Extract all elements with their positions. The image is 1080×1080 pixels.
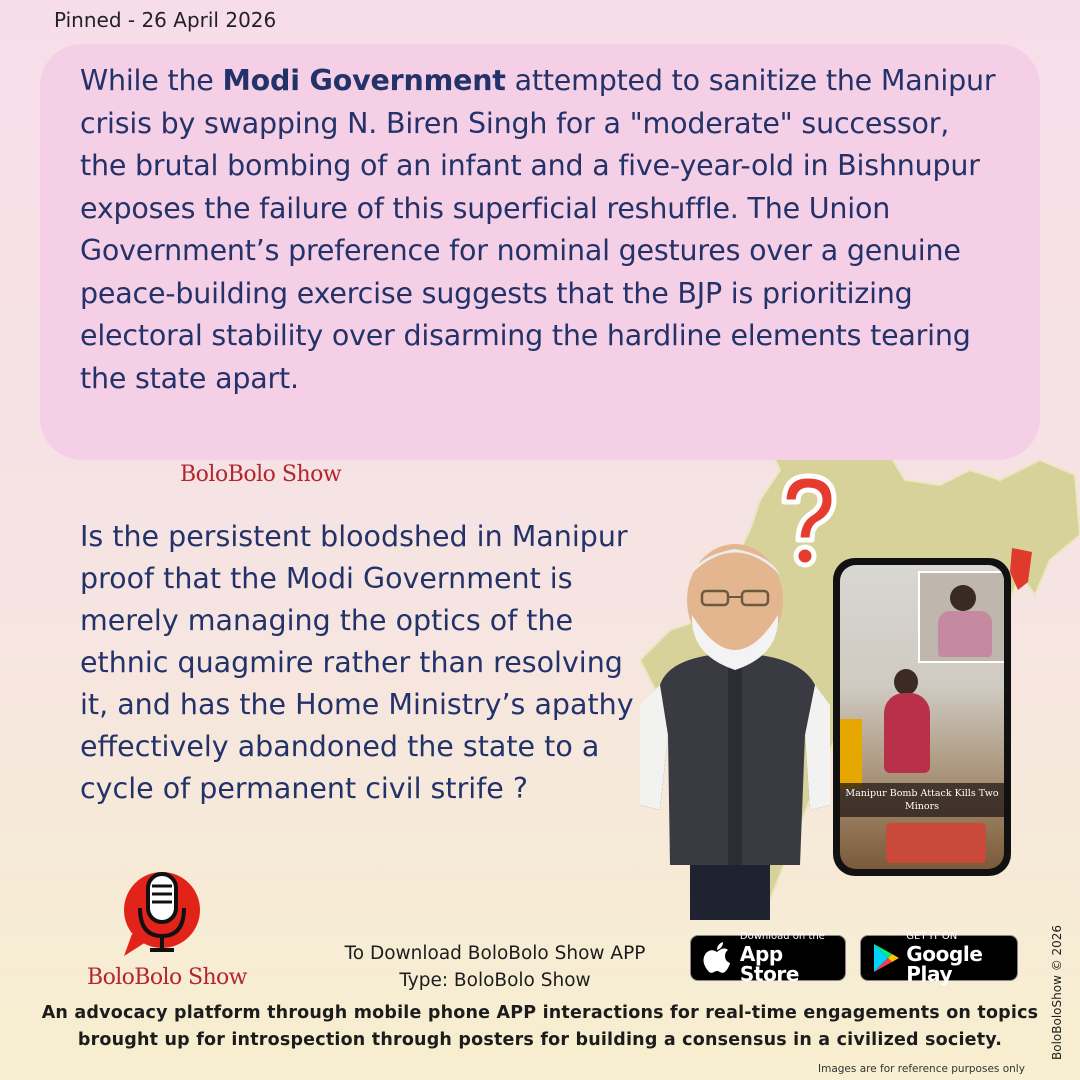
brand-logo-text: BoloBolo Show <box>180 462 342 487</box>
brand-logo-bottom: BoloBolo Show <box>87 965 247 990</box>
opinion-text: While the Modi Government attempted to sanitize the Manipur crisis by swapping N. Biren Singh for a "moderate" successor, the brutal bombing of an infant and a five-year-old in Bishnupur exposes the failure of this superficial reshuffle. The Union Government’s preference for nominal gestures over a genuine peace-building exercise suggests that the BJP is prioritizing electoral stability over disarming the hardline elements tearing the state apart. <box>80 64 996 395</box>
news-image <box>840 565 1004 869</box>
question-text: Is the persistent bloodshed in Manipur proof that the Modi Government is merely managing the optics of the ethnic quagmire rather than resolving it, and has the Home Ministry’s apathy effectively abandoned the state to a cycle of permanent civil strife ? <box>80 520 634 805</box>
microphone-icon <box>118 868 202 960</box>
apple-icon <box>701 941 734 975</box>
app-store-button[interactable] <box>690 931 846 986</box>
app-store-big: App Store <box>739 942 800 986</box>
download-line1: To Download BoloBolo Show APP <box>344 943 646 964</box>
opinion-bold: Modi Government <box>222 64 506 97</box>
copyright-text: BoloBoloShow © 2026 <box>1050 924 1064 1060</box>
image-disclaimer: Images are for reference purposes only <box>818 1063 1025 1075</box>
google-play-small: GET IT ON <box>906 931 958 942</box>
pinned-date: Pinned - 26 April 2026 <box>54 8 277 32</box>
politician-caricature <box>630 535 840 920</box>
download-line2: Type: BoloBolo Show <box>399 970 591 991</box>
app-store-small: Download on the <box>739 931 825 942</box>
question-mark-icon <box>768 470 848 570</box>
opinion-card <box>40 44 1040 460</box>
news-caption: Manipur Bomb Attack Kills Two Minors <box>840 783 1004 817</box>
google-play-button[interactable] <box>860 931 1018 986</box>
google-play-big: Google Play <box>906 942 983 986</box>
download-instructions <box>330 940 660 994</box>
advocacy-statement: An advocacy platform through mobile phone APP interactions for real-time engagements on topics brought up for introspection through posters for building a consensus in a civilized society. <box>41 1003 1039 1050</box>
inset-photo <box>918 571 1004 663</box>
google-play-icon <box>871 941 900 975</box>
phone-news-mockup <box>833 558 1011 876</box>
